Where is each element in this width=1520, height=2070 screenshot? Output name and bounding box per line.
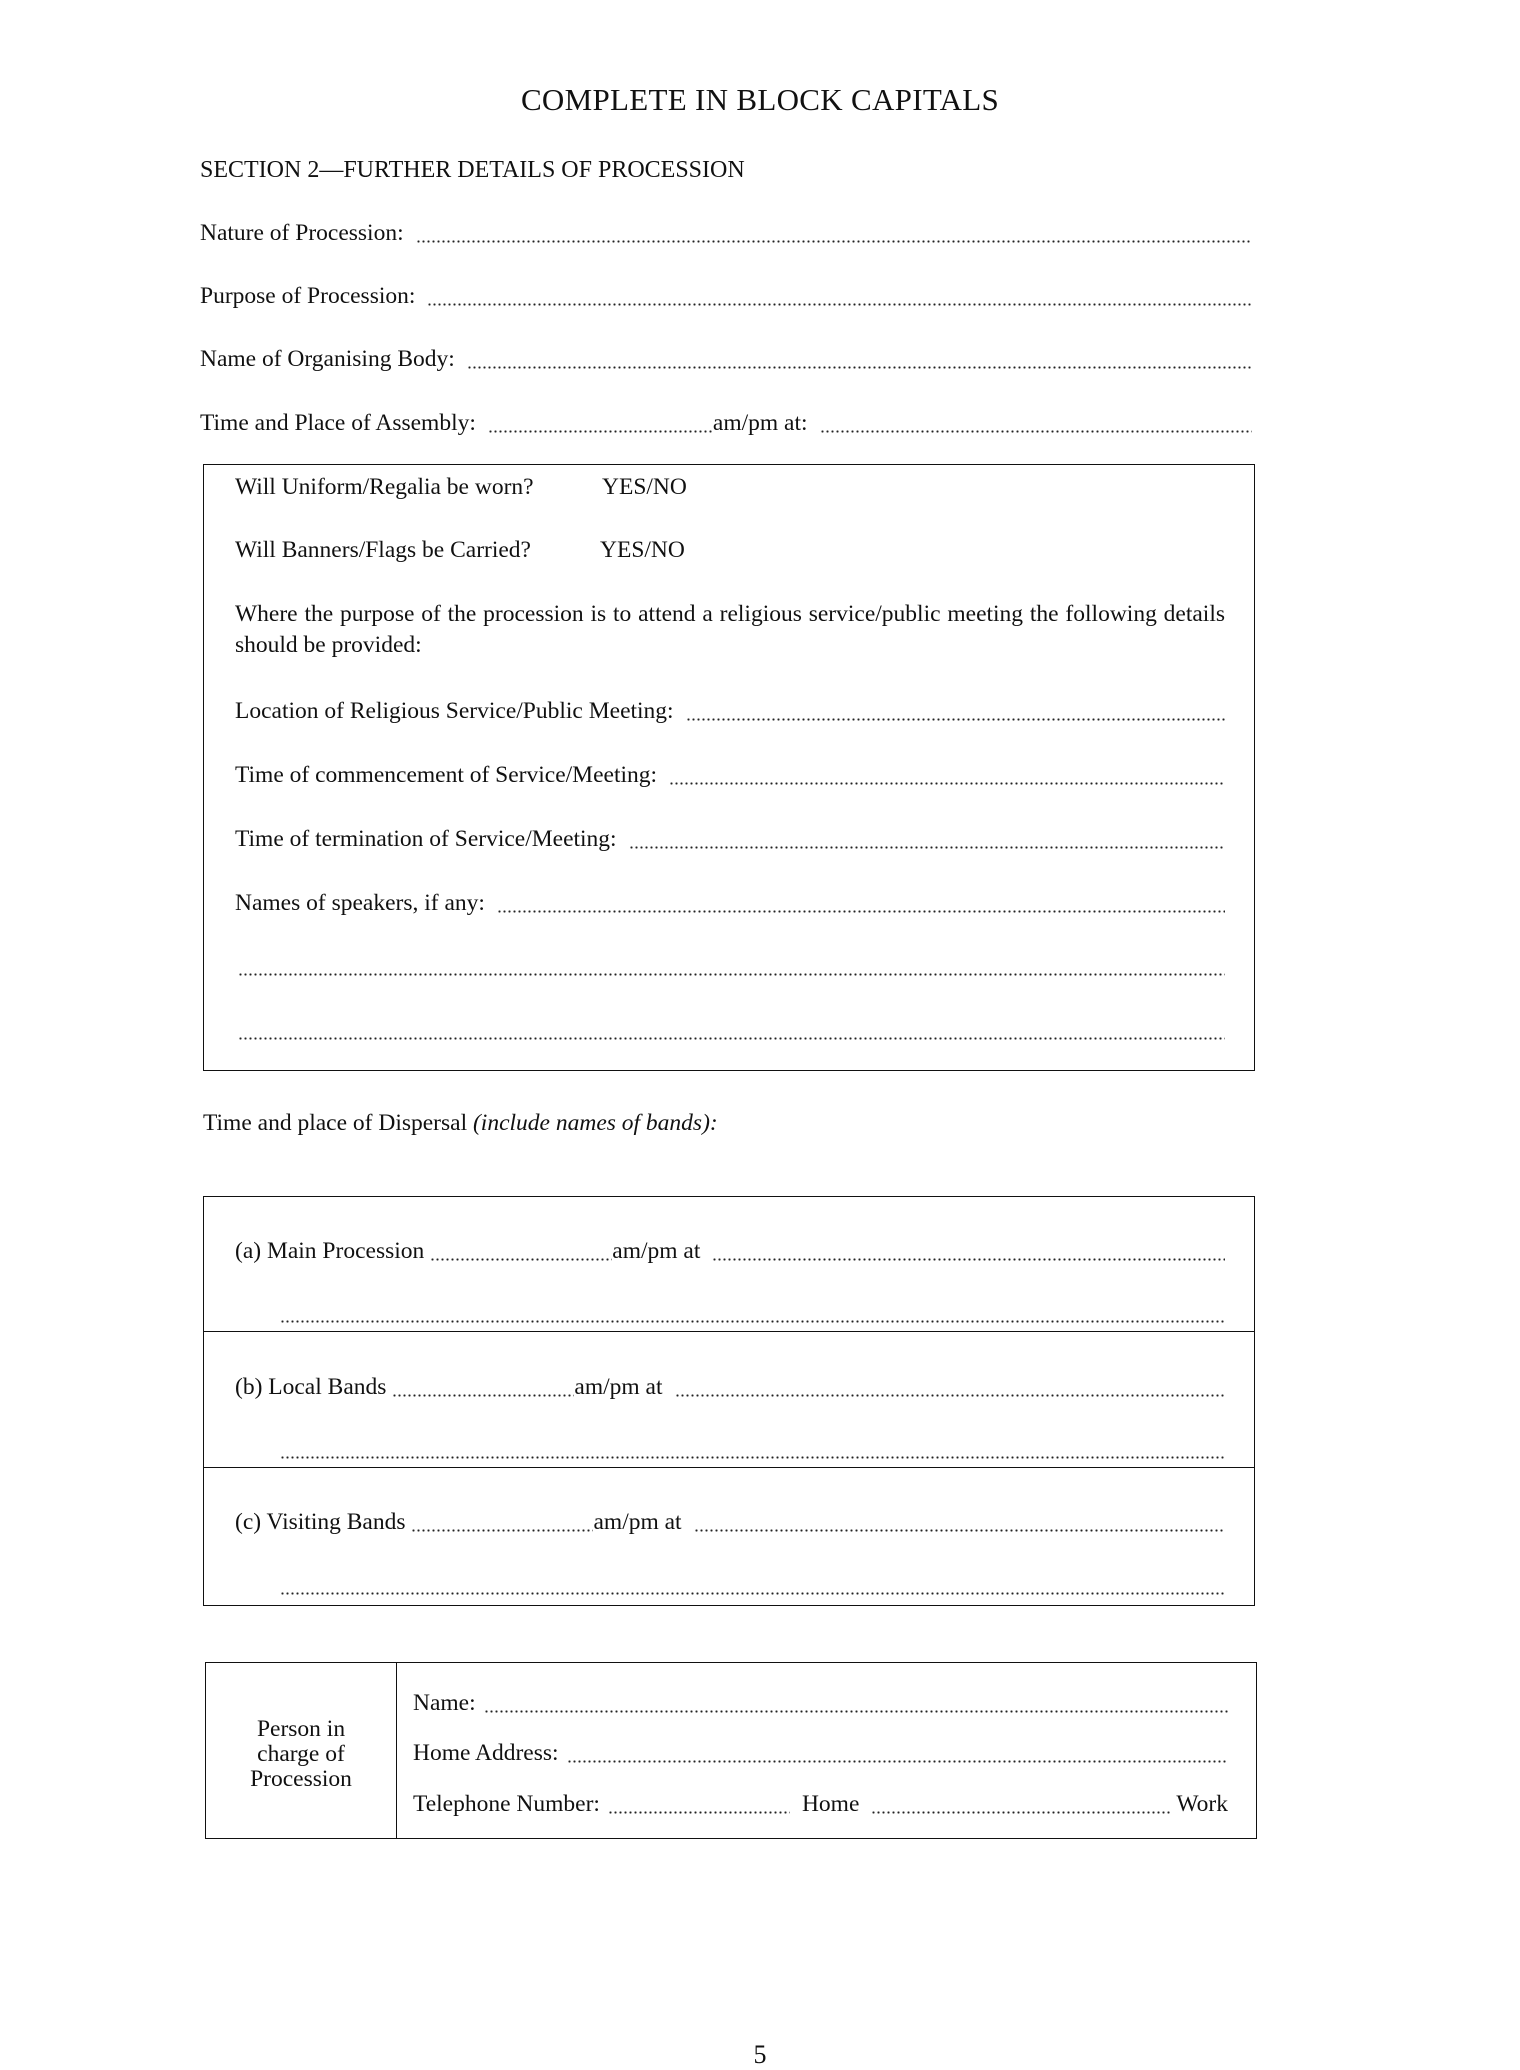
- person-name-label: Name:: [413, 1690, 476, 1716]
- person-heading-line-3: Procession: [250, 1766, 352, 1792]
- home-address-fill-line[interactable]: [567, 1760, 1228, 1763]
- purpose-fill-line[interactable]: [427, 303, 1252, 306]
- person-heading-line-1: Person in: [256, 1716, 346, 1742]
- local-bands-field[interactable]: [235, 1376, 1225, 1400]
- visiting-bands-extra-line[interactable]: [280, 1574, 1225, 1598]
- telephone-field[interactable]: [413, 1793, 1228, 1817]
- termination-field[interactable]: [235, 828, 1225, 852]
- location-fill-line[interactable]: [686, 718, 1225, 721]
- nature-of-procession-field[interactable]: [200, 222, 1252, 246]
- telephone-work-fill-line[interactable]: [871, 1811, 1170, 1814]
- main-procession-extra-line[interactable]: [280, 1302, 1225, 1326]
- local-bands-label: (b) Local Bands: [235, 1374, 387, 1400]
- dispersal-label-italic: (include names of bands):: [472, 1110, 718, 1136]
- section-heading: SECTION 2—FURTHER DETAILS OF PROCESSION: [200, 157, 745, 183]
- religious-service-instructions: Where the purpose of the procession is to attend a religious service/public meeting the following details should be provided:: [235, 601, 1225, 658]
- purpose-of-procession-field[interactable]: [200, 285, 1252, 309]
- person-in-charge-divider: [396, 1662, 397, 1839]
- uniform-yes-no[interactable]: YES/NO: [602, 474, 687, 500]
- telephone-home-fill-line[interactable]: [608, 1811, 790, 1814]
- person-name-field[interactable]: [413, 1692, 1228, 1716]
- commencement-label: Time of commencement of Service/Meeting:: [235, 762, 658, 788]
- purpose-label: Purpose of Procession:: [200, 283, 416, 309]
- speakers-extra-line-1[interactable]: [238, 955, 1225, 979]
- person-name-fill-line[interactable]: [484, 1710, 1228, 1713]
- telephone-label: Telephone Number:: [413, 1791, 600, 1817]
- organising-body-label: Name of Organising Body:: [200, 346, 455, 372]
- main-procession-label: (a) Main Procession: [235, 1238, 425, 1264]
- local-bands-fill-line-2[interactable]: [280, 1456, 1225, 1459]
- visiting-bands-time-fill-line[interactable]: [411, 1529, 593, 1532]
- local-bands-place-fill-line[interactable]: [675, 1394, 1225, 1397]
- dispersal-divider-1: [203, 1331, 1255, 1332]
- home-address-field[interactable]: [413, 1742, 1228, 1766]
- assembly-label: Time and Place of Assembly:: [200, 410, 476, 436]
- speakers-field[interactable]: [235, 892, 1225, 916]
- nature-label: Nature of Procession:: [200, 220, 404, 246]
- banners-question: Will Banners/Flags be Carried?: [235, 537, 531, 563]
- organising-body-fill-line[interactable]: [467, 366, 1252, 369]
- visiting-bands-label: (c) Visiting Bands: [235, 1509, 406, 1535]
- dispersal-label: Time and place of Dispersal (include names of bands):: [203, 1110, 718, 1136]
- commencement-field[interactable]: [235, 764, 1225, 788]
- person-in-charge-heading: [206, 1717, 396, 1792]
- telephone-work-label: Work: [1176, 1791, 1228, 1817]
- person-heading-line-2: charge of: [257, 1741, 345, 1767]
- location-label: Location of Religious Service/Public Meeting:: [235, 698, 674, 724]
- nature-fill-line[interactable]: [416, 240, 1252, 243]
- home-address-label: Home Address:: [413, 1740, 559, 1766]
- visiting-bands-place-fill-line[interactable]: [694, 1529, 1225, 1532]
- visiting-bands-ampm-label: am/pm at: [593, 1509, 682, 1535]
- banners-yes-no[interactable]: YES/NO: [600, 537, 685, 563]
- speakers-fill-line[interactable]: [497, 910, 1225, 913]
- termination-label: Time of termination of Service/Meeting:: [235, 826, 617, 852]
- main-procession-field[interactable]: [235, 1240, 1225, 1264]
- speakers-label: Names of speakers, if any:: [235, 890, 485, 916]
- telephone-home-label: Home: [801, 1791, 860, 1817]
- main-procession-place-fill-line[interactable]: [712, 1258, 1225, 1261]
- speakers-extra-line-2[interactable]: [238, 1019, 1225, 1043]
- main-procession-fill-line-2[interactable]: [280, 1320, 1225, 1323]
- uniform-question: Will Uniform/Regalia be worn?: [235, 474, 534, 500]
- assembly-field[interactable]: [200, 412, 1252, 436]
- speakers-fill-line-2[interactable]: [238, 973, 1225, 976]
- main-procession-ampm-label: am/pm at: [612, 1238, 701, 1264]
- assembly-time-fill-line[interactable]: [488, 430, 713, 433]
- speakers-fill-line-3[interactable]: [238, 1037, 1225, 1040]
- local-bands-extra-line[interactable]: [280, 1438, 1225, 1462]
- termination-fill-line[interactable]: [629, 846, 1225, 849]
- organising-body-field[interactable]: [200, 348, 1252, 372]
- visiting-bands-fill-line-2[interactable]: [280, 1592, 1225, 1595]
- visiting-bands-field[interactable]: [235, 1511, 1225, 1535]
- local-bands-ampm-label: am/pm at: [574, 1374, 663, 1400]
- location-field[interactable]: [235, 700, 1225, 724]
- assembly-ampm-label: am/pm at:: [712, 410, 808, 436]
- page-number: 5: [753, 2040, 767, 2069]
- local-bands-time-fill-line[interactable]: [392, 1394, 574, 1397]
- page-title: COMPLETE IN BLOCK CAPITALS: [520, 82, 1000, 117]
- assembly-place-fill-line[interactable]: [820, 430, 1252, 433]
- dispersal-divider-2: [203, 1467, 1255, 1468]
- commencement-fill-line[interactable]: [669, 782, 1225, 785]
- main-procession-time-fill-line[interactable]: [430, 1258, 612, 1261]
